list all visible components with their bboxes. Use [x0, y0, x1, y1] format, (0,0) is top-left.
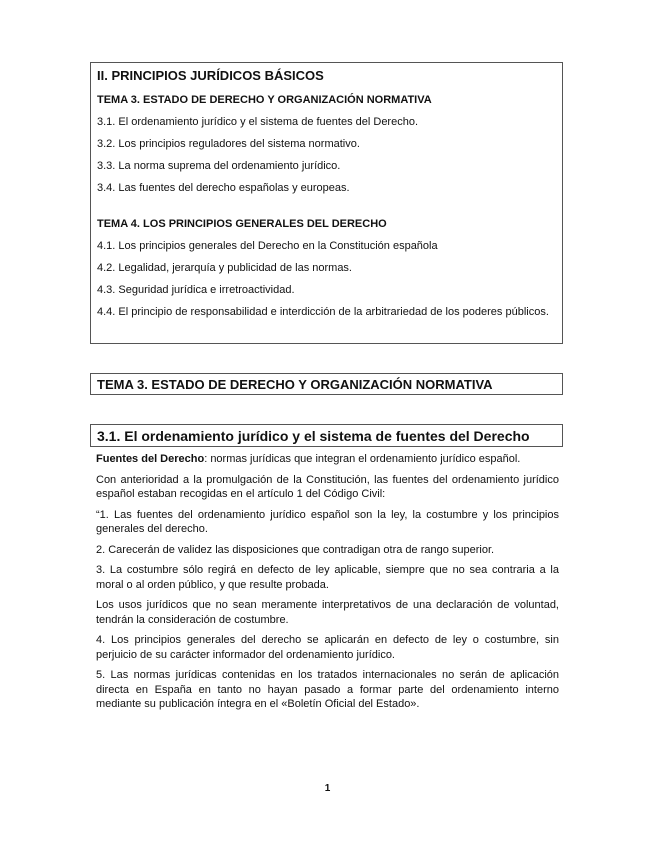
- section-header: 3.1. El ordenamiento jurídico y el sistema de fuentes del Derecho: [90, 424, 563, 447]
- index-item: 3.3. La norma suprema del ordenamiento jurídico.: [97, 160, 341, 172]
- fuentes-paragraph: [96, 452, 559, 467]
- index-item: 3.1. El ordenamiento jurídico y el sistema de fuentes del Derecho.: [97, 116, 419, 128]
- index-item: 3.2. Los principios reguladores del sistema normativo.: [97, 138, 360, 150]
- tema-header: TEMA 3. ESTADO DE DERECHO Y ORGANIZACIÓN NORMATIVA: [90, 373, 563, 395]
- body-text: [96, 452, 559, 718]
- index-item: 3.4. Las fuentes del derecho españolas y europeas.: [97, 182, 350, 194]
- body-paragraph: 3. La costumbre sólo regirá en defecto de ley aplicable, siempre que no sea contraria a la moral o al orden público, y que resulte probada.: [96, 564, 559, 591]
- index-title: II. PRINCIPIOS JURÍDICOS BÁSICOS: [97, 68, 324, 83]
- fuentes-definition: : normas jurídicas que integran el ordenamiento jurídico español.: [204, 453, 521, 465]
- index-tema3-title: TEMA 3. ESTADO DE DERECHO Y ORGANIZACIÓN NORMATIVA: [97, 94, 432, 106]
- body-paragraph: 4. Los principios generales del derecho se aplicarán en defecto de ley o costumbre, sin perjuicio de su carácter informador del ordenamiento jurídico.: [96, 634, 559, 661]
- index-tema4-title: TEMA 4. LOS PRINCIPIOS GENERALES DEL DERECHO: [97, 218, 387, 230]
- body-paragraph: 5. Las normas jurídicas contenidas en los tratados internacionales no serán de aplicación directa en España en tanto no hayan pasado a formar parte del ordenamiento interno mediante su publicación íntegra en el «Boletín Oficial del Estado».: [96, 669, 559, 710]
- body-paragraph: “1. Las fuentes del ordenamiento jurídico español son la ley, la costumbre y los principios generales del derecho.: [96, 508, 559, 535]
- index-item: 4.3. Seguridad jurídica e irretroactividad.: [97, 284, 295, 296]
- index-box: [90, 62, 563, 344]
- index-item: 4.4. El principio de responsabilidad e interdicción de la arbitrariedad de los poderes públicos.: [97, 306, 549, 318]
- body-paragraph: Con anterioridad a la promulgación de la Constitución, las fuentes del ordenamiento jurídico español estaban recogidas en el artículo 1 del Código Civil:: [96, 473, 559, 500]
- body-paragraph: 2. Carecerán de validez las disposiciones que contradigan otra de rango superior.: [96, 543, 495, 556]
- index-item: 4.1. Los principios generales del Derecho en la Constitución española: [97, 240, 438, 252]
- body-paragraph: Los usos jurídicos que no sean meramente interpretativos de una declaración de voluntad, tendrán la consideración de costumbre.: [96, 599, 559, 626]
- page-number: 1: [324, 783, 331, 794]
- index-item: 4.2. Legalidad, jerarquía y publicidad de las normas.: [97, 262, 352, 274]
- index-spacer: [97, 203, 556, 217]
- fuentes-lead: Fuentes del Derecho: [96, 453, 205, 465]
